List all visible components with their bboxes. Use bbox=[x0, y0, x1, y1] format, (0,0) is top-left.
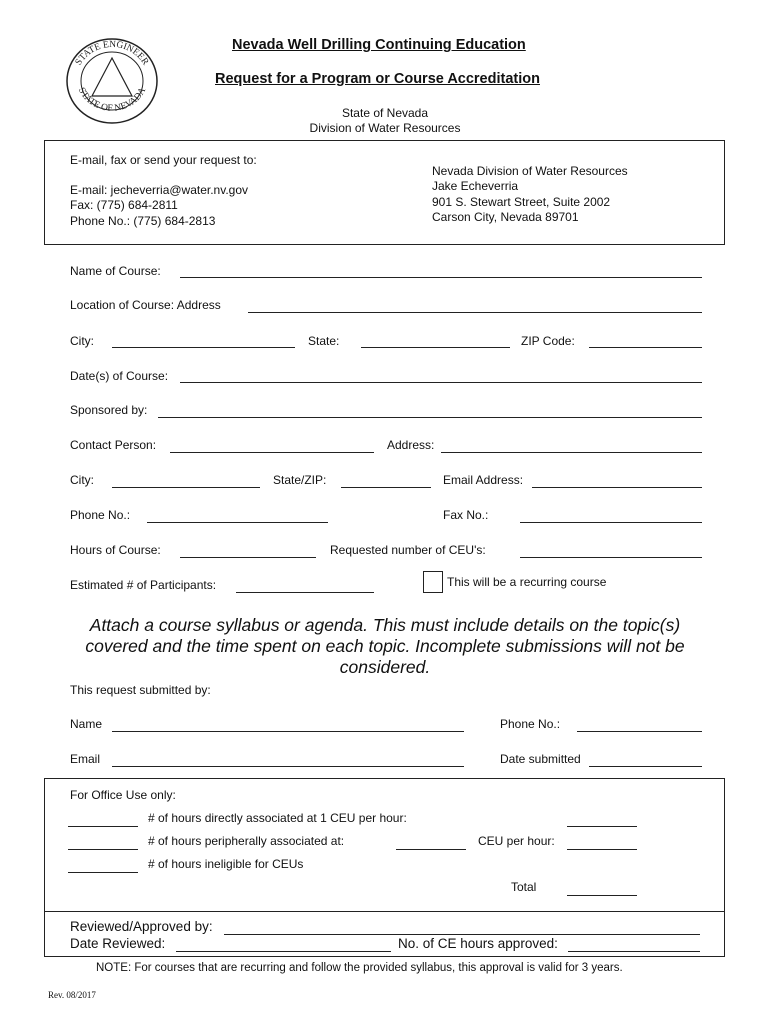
label-date-submitted: Date submitted bbox=[500, 752, 581, 766]
revision-label: Rev. 08/2017 bbox=[48, 990, 96, 1000]
form-subtitle: Request for a Program or Course Accreditation bbox=[215, 71, 540, 87]
field-location-address[interactable] bbox=[248, 312, 702, 313]
office-box-divider bbox=[44, 911, 725, 912]
field-total[interactable] bbox=[567, 895, 637, 896]
field-hours-peripheral[interactable] bbox=[68, 849, 138, 850]
field-fax[interactable] bbox=[520, 522, 702, 523]
field-date-submitted[interactable] bbox=[589, 766, 702, 767]
label-ce-hours-approved: No. of CE hours approved: bbox=[398, 936, 558, 951]
recurring-checkbox[interactable] bbox=[423, 571, 443, 593]
field-date-reviewed[interactable] bbox=[176, 951, 391, 952]
field-contact-person[interactable] bbox=[170, 452, 374, 453]
label-submitter-name: Name bbox=[70, 717, 103, 731]
label-email-address: Email Address: bbox=[443, 473, 524, 487]
footer-note: NOTE: For courses that are recurring and follow the provided syllabus, this approval is valid for 3 years. bbox=[96, 962, 623, 974]
address-line2: Jake Echeverria bbox=[432, 179, 519, 193]
label-contact-person: Contact Person: bbox=[70, 438, 157, 452]
address-line4: Carson City, Nevada 89701 bbox=[432, 210, 579, 224]
label-zip: ZIP Code: bbox=[521, 334, 575, 348]
field-submitter-name[interactable] bbox=[112, 731, 464, 732]
label-submitter-phone: Phone No.: bbox=[500, 717, 561, 731]
field-estimated-participants[interactable] bbox=[236, 592, 374, 593]
field-submitter-phone[interactable] bbox=[577, 731, 702, 732]
field-state-zip[interactable] bbox=[341, 487, 431, 488]
field-ce-hours-approved[interactable] bbox=[568, 951, 700, 952]
contact-intro: E-mail, fax or send your request to: bbox=[70, 153, 257, 167]
field-hours-of-course[interactable] bbox=[180, 557, 316, 558]
label-phone: Phone No.: bbox=[70, 508, 131, 522]
label-reviewed-by: Reviewed/Approved by: bbox=[70, 919, 213, 934]
field-reviewed-by[interactable] bbox=[224, 934, 700, 935]
seal-bottom-text: STATE OF NEVADA bbox=[75, 86, 149, 114]
field-submitter-email[interactable] bbox=[112, 766, 464, 767]
label-location: Location of Course: Address bbox=[70, 298, 221, 312]
syllabus-notice: Attach a course syllabus or agenda. This must include details on the topic(s) covered and the time spent on each topic. Incomplete submissions will not be considered. bbox=[85, 615, 685, 677]
address-line3: 901 S. Stewart Street, Suite 2002 bbox=[432, 195, 611, 209]
field-address[interactable] bbox=[441, 452, 702, 453]
office-heading: For Office Use only: bbox=[70, 788, 176, 802]
field-city[interactable] bbox=[112, 347, 295, 348]
field-peripheral-rate[interactable] bbox=[396, 849, 466, 850]
label-submitter-email: Email bbox=[70, 752, 101, 766]
label-hours-of-course: Hours of Course: bbox=[70, 543, 161, 557]
label-name-of-course: Name of Course: bbox=[70, 264, 161, 278]
agency-state: State of Nevada bbox=[341, 106, 429, 120]
label-city: City: bbox=[70, 334, 94, 348]
label-requested-ceus: Requested number of CEU's: bbox=[330, 543, 486, 557]
label-address: Address: bbox=[387, 438, 435, 452]
form-title: Nevada Well Drilling Continuing Education bbox=[232, 37, 526, 53]
field-sponsored-by[interactable] bbox=[158, 417, 702, 418]
submitter-intro: This request submitted by: bbox=[70, 683, 211, 697]
label-dates: Date(s) of Course: bbox=[70, 369, 169, 383]
field-hours-direct[interactable] bbox=[68, 826, 138, 827]
label-estimated-participants: Estimated # of Participants: bbox=[70, 578, 217, 592]
field-zip[interactable] bbox=[589, 347, 702, 348]
contact-email[interactable]: E-mail: jecheverria@water.nv.gov bbox=[70, 183, 249, 197]
label-date-reviewed: Date Reviewed: bbox=[70, 936, 166, 951]
label-city-2: City: bbox=[70, 473, 94, 487]
label-state: State: bbox=[308, 334, 340, 348]
field-email-address[interactable] bbox=[532, 487, 702, 488]
contact-phone: Phone No.: (775) 684-2813 bbox=[70, 214, 216, 228]
field-phone[interactable] bbox=[147, 522, 328, 523]
label-fax: Fax No.: bbox=[443, 508, 489, 522]
label-hours-direct: # of hours directly associated at 1 CEU per hour: bbox=[148, 811, 407, 825]
field-state[interactable] bbox=[361, 347, 510, 348]
agency-division: Division of Water Resources bbox=[309, 121, 461, 135]
svg-text:STATE ENGINEER bbox=[74, 40, 150, 68]
field-hours-ineligible[interactable] bbox=[68, 872, 138, 873]
field-dates[interactable] bbox=[180, 382, 702, 383]
label-total: Total bbox=[511, 880, 537, 894]
label-sponsored-by: Sponsored by: bbox=[70, 403, 148, 417]
seal-top-text: STATE ENGINEER bbox=[73, 39, 151, 68]
field-hours-direct-ceu[interactable] bbox=[567, 826, 637, 827]
contact-fax: Fax: (775) 684-2811 bbox=[70, 198, 178, 212]
field-name-of-course[interactable] bbox=[180, 277, 702, 278]
label-recurring: This will be a recurring course bbox=[447, 575, 607, 589]
label-state-zip: State/ZIP: bbox=[273, 473, 327, 487]
address-line1: Nevada Division of Water Resources bbox=[432, 164, 628, 178]
field-peripheral-ceu[interactable] bbox=[567, 849, 637, 850]
label-hours-ineligible: # of hours ineligible for CEUs bbox=[148, 857, 304, 871]
label-hours-peripheral: # of hours peripherally associated at: bbox=[148, 834, 345, 848]
field-city-2[interactable] bbox=[112, 487, 260, 488]
field-requested-ceus[interactable] bbox=[520, 557, 702, 558]
label-ceu-per-hour: CEU per hour: bbox=[478, 834, 555, 848]
